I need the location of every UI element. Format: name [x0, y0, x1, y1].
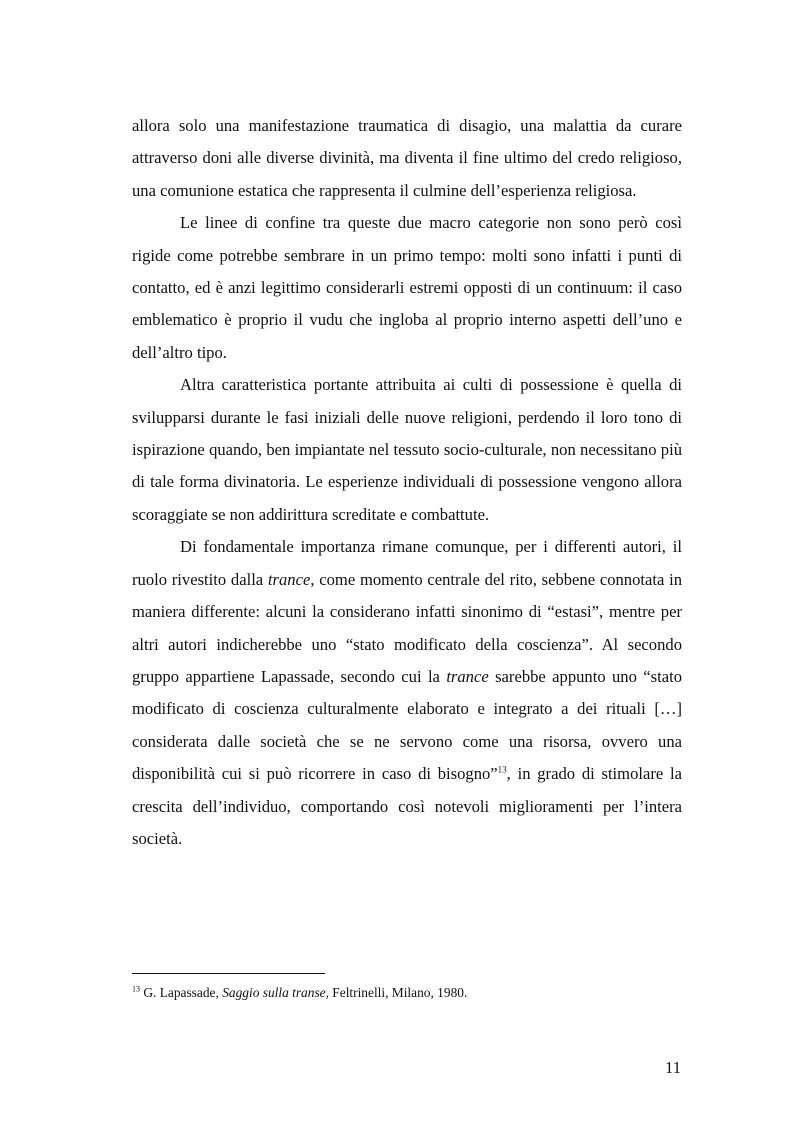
paragraph-1-text: allora solo una manifestazione traumatica di disagio, una malattia da curare attraverso doni alle diverse divinità, ma diventa il fine ultimo del credo religioso, una comunione estatica che rappresenta il culmine dell’esperienza religiosa.: [132, 116, 682, 200]
paragraph-2-text: Le linee di confine tra queste due macro categorie non sono però così rigide come potrebbe sembrare in un primo tempo: molti sono infatti i punti di contatto, ed è anzi legittimo considerarli estremi opposti di un continuum: il caso emblematico è proprio il vudu che ingloba al proprio interno aspetti dell’uno e dell’altro tipo.: [132, 213, 682, 362]
footnote-number: 13: [132, 984, 140, 994]
footnote-publisher: Feltrinelli, Milano, 1980.: [328, 985, 468, 1000]
paragraph-3-text: Altra caratteristica portante attribuita ai culti di possessione è quella di svilupparsi durante le fasi iniziali delle nuove religioni, perdendo il loro tono di ispirazione quando, ben impiantate nel tessuto socio-culturale, non necessitano più di tale forma divinatoria. Le esperienze individuali di possessione vengono allora scoraggiate se non addirittura screditate e combattute.: [132, 375, 682, 524]
paragraph-4-text-b: , come momento centrale del rito, sebbene connotata in maniera differente: alcuni la considerano infatti sinonimo di “estasi”, mentre per altri autori indicherebbe uno “stato modificato della coscienza”. Al secondo gruppo appartiene Lapassade, secondo cui la: [132, 569, 682, 686]
footnote-reference[interactable]: 13: [497, 764, 507, 775]
main-text: [132, 110, 682, 855]
paragraph-2: [132, 207, 682, 369]
paragraph-1: [132, 110, 682, 207]
trance-term: trance: [446, 666, 489, 686]
paragraph-4-text-d: , in grado di stimolare la crescita dell’individuo, comportando così notevoli miglioramenti per l’intera società.: [132, 764, 682, 848]
paragraph-4: [132, 531, 682, 855]
page-number: 11: [665, 1058, 681, 1077]
footnote-title: Saggio sulla transe,: [222, 985, 329, 1000]
footnote: [132, 984, 682, 1002]
trance-term: trance: [267, 569, 311, 589]
footnote-author: G. Lapassade,: [140, 985, 223, 1000]
paragraph-4-text-c: sarebbe appunto uno “stato modificato di coscienza culturalmente elaborato e integrato a dei rituali […] considerata dalle società che se ne servono come una risorsa, ovvero una disponibilità cui si può ricorrere in caso di bisogno”: [132, 666, 682, 784]
paragraph-4-text-a: Di fondamentale importanza rimane comunque, per i differenti autori, il ruolo rivestito dalla: [132, 537, 682, 589]
paragraph-3: [132, 369, 682, 531]
footnote-separator: [132, 973, 325, 974]
